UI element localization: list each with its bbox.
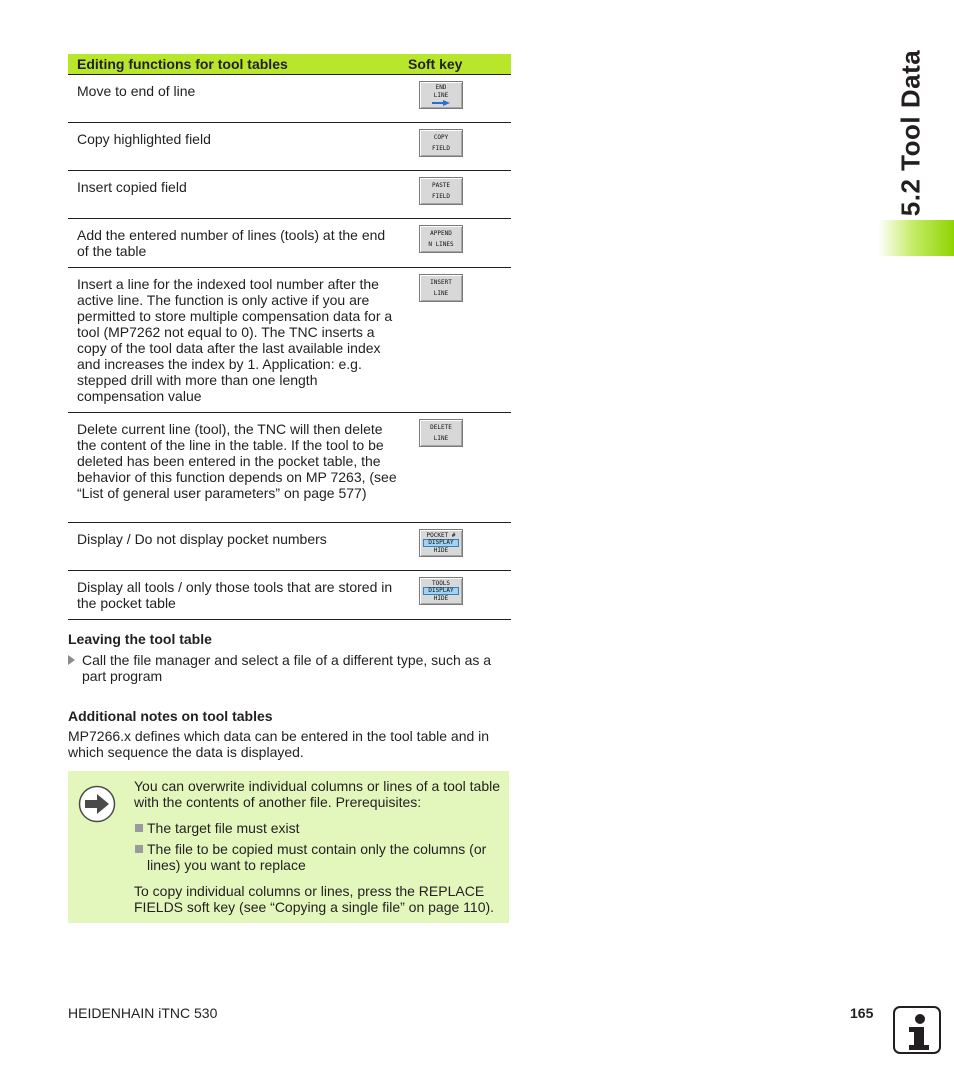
- chapter-tab-marker: [878, 220, 954, 256]
- row-description: Copy highlighted field: [68, 123, 401, 171]
- row-description: Add the entered number of lines (tools) at the end of the table: [68, 219, 401, 268]
- row-description: Display all tools / only those tools that are stored in the pocket table: [68, 571, 401, 620]
- row-description: Insert copied field: [68, 171, 401, 219]
- note-content: [134, 778, 504, 915]
- table-row: [68, 123, 511, 171]
- tools-display-hide-softkey[interactable]: TOOLS DISPLAY HIDE: [419, 577, 463, 605]
- copy-field-softkey[interactable]: COPY FIELD: [419, 129, 463, 157]
- list-item: The target file must exist: [134, 820, 504, 836]
- paste-field-softkey[interactable]: PASTE FIELD: [419, 177, 463, 205]
- square-bullet-icon: [135, 824, 143, 832]
- notes-heading: Additional notes on tool tables: [68, 708, 273, 724]
- square-bullet-icon: [135, 845, 143, 853]
- info-i-glyph-icon: [895, 1008, 939, 1052]
- table-row: [68, 268, 511, 413]
- leaving-bullet-text: Call the file manager and select a file of a different type, such as a part program: [82, 652, 492, 684]
- arrow-circle-icon: [78, 785, 116, 823]
- bullet-arrow-icon: [68, 655, 75, 665]
- table-row: [68, 523, 511, 571]
- footer-product-name: HEIDENHAIN iTNC 530: [68, 1005, 218, 1021]
- column-header-function: Editing functions for tool tables: [68, 54, 401, 75]
- list-item: The file to be copied must contain only the columns (or lines) you want to replace: [134, 841, 504, 873]
- row-description: Move to end of line: [68, 75, 401, 123]
- row-description: Display / Do not display pocket numbers: [68, 523, 401, 571]
- table-row: [68, 219, 511, 268]
- table-row: [68, 413, 511, 523]
- delete-line-softkey[interactable]: DELETE LINE: [419, 419, 463, 447]
- table-row: [68, 571, 511, 620]
- column-header-soft-key: Soft key: [401, 54, 511, 75]
- leaving-heading: Leaving the tool table: [68, 631, 212, 647]
- chapter-side-title: 5.2 Tool Data: [895, 49, 926, 217]
- table-header-row: [68, 54, 511, 75]
- append-n-lines-softkey[interactable]: APPEND N LINES: [419, 225, 463, 253]
- note-outro: To copy individual columns or lines, press the REPLACE FIELDS soft key (see “Copying a single file” on page 110).: [134, 883, 495, 915]
- table-row: [68, 171, 511, 219]
- note-intro: You can overwrite individual columns or lines of a tool table with the contents of another file. Prerequisites:: [134, 778, 501, 810]
- row-description: Delete current line (tool), the TNC will then delete the content of the line in the table. If the tool to be deleted has been entered in the pocket table, the behavior of this function depends on MP 7263, (see “List of general user parameters” on page 577): [68, 413, 401, 523]
- right-arrow-icon: [432, 100, 450, 106]
- pocket-display-hide-softkey[interactable]: POCKET # DISPLAY HIDE: [419, 529, 463, 557]
- insert-line-softkey[interactable]: INSERT LINE: [419, 274, 463, 302]
- page-number: 165: [850, 1005, 874, 1021]
- row-description: Insert a line for the indexed tool number after the active line. The function is only active if you are permitted to store multiple compensation data for a tool (MP7262 not equal to 0). The TNC inserts a copy of the tool data after the last available index and increases the index by 1. Application: e.g. stepped drill with more than one length compensation value: [68, 268, 401, 413]
- table-row: [68, 75, 511, 123]
- editing-functions-table: [68, 54, 511, 620]
- info-icon: [893, 1006, 941, 1054]
- note-box: [68, 771, 509, 923]
- end-line-softkey[interactable]: END LINE: [419, 81, 463, 109]
- notes-paragraph: MP7266.x defines which data can be entered in the tool table and in which sequence the data is displayed.: [68, 728, 490, 760]
